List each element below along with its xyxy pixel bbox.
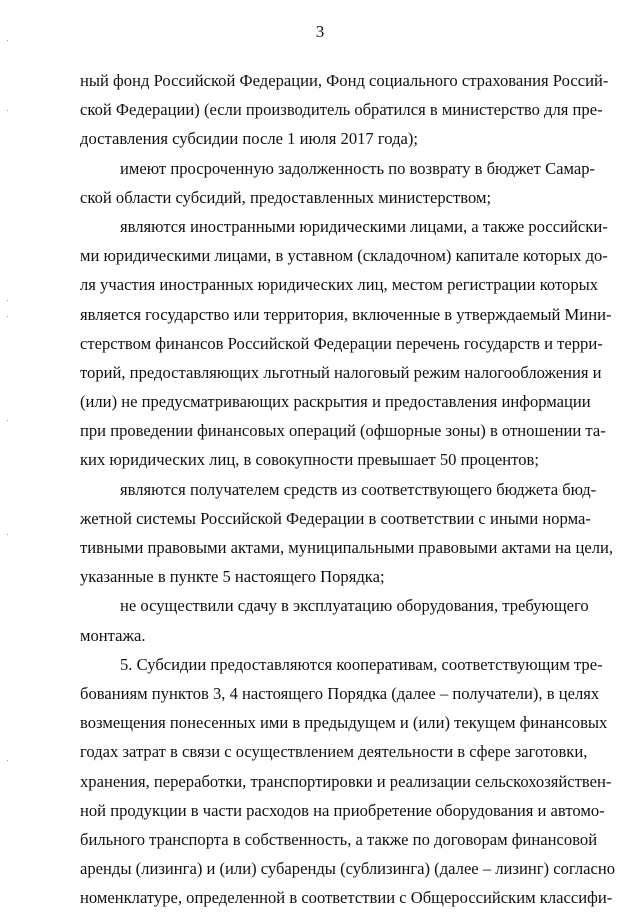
text-line: ной продукции в части расходов на приобретение оборудования и автомо-: [80, 800, 605, 820]
text-line: бильного транспорта в собственность, а также по договорам финансовой: [80, 829, 598, 849]
text-line: аренды (лизинга) и (или) субаренды (сублизинга) (далее – лизинг) согласно: [80, 859, 616, 879]
text-line: не осуществили сдачу в эксплуатацию оборудования, требующего: [120, 596, 589, 616]
text-line: хранения, переработки, транспортировки и реализации сельскохозяйствен-: [80, 771, 612, 791]
text-line: годах затрат в связи с осуществлением деятельности в сфере заготовки,: [80, 742, 588, 762]
paragraph: [80, 650, 616, 912]
paragraph: [80, 475, 614, 592]
text-line: бованиям пунктов 3, 4 настоящего Порядка (далее – получатели), в целях: [80, 683, 600, 703]
text-line: является государство или территория, включенные в утверждаемый Мини-: [80, 304, 612, 324]
document-body: [80, 66, 616, 912]
text-line: доставления субсидии после 1 июля 2017 года);: [80, 129, 419, 149]
text-line: ской Федерации) (если производитель обратился в министерство для пре-: [80, 100, 603, 120]
margin-scan-marks: [4, 0, 14, 905]
text-line: возмещения понесенных ими в предыдущем и (или) текущем финансовых: [80, 713, 608, 733]
text-line: (или) не предусматривающих раскрытия и предоставления информации: [80, 392, 591, 412]
text-line: являются иностранными юридическими лицами, а также российски-: [120, 216, 608, 236]
text-line: жетной системы Российской Федерации в соответствии с иными норма-: [80, 508, 591, 528]
text-line: 5. Субсидии предоставляются кооперативам, соответствующим тре-: [120, 654, 603, 674]
paragraph: [80, 154, 596, 212]
text-line: имеют просроченную задолженность по возврату в бюджет Самар-: [120, 158, 596, 178]
text-line: при проведении финансовых операций (офшорные зоны) в отношении та-: [80, 421, 606, 441]
text-line: тивными правовыми актами, муниципальными правовыми актами на цели,: [80, 538, 614, 557]
text-line: монтажа.: [80, 625, 146, 645]
text-line: ми юридическими лицами, в уставном (складочном) капитале которых до-: [80, 246, 608, 266]
text-line: ской области субсидий, предоставленных министерством;: [80, 187, 492, 207]
text-line: ких юридических лиц, в совокупности превышает 50 процентов;: [80, 450, 539, 470]
paragraph: [80, 212, 612, 475]
text-line: ля участия иностранных юридических лиц, местом регистрации которых: [80, 275, 599, 295]
text-line: стерством финансов Российской Федерации перечень государств и терри-: [80, 333, 603, 353]
paragraph: [80, 66, 609, 154]
text-line: ный фонд Российской Федерации, Фонд социального страхования Россий-: [80, 71, 609, 90]
page-number: 3: [315, 22, 325, 41]
text-line: являются получателем средств из соответствующего бюджета бюд-: [120, 479, 597, 499]
text-line: указанные в пункте 5 настоящего Порядка;: [80, 567, 385, 587]
text-line: торий, предоставляющих льготный налоговый режим налогообложения и: [80, 362, 602, 382]
text-line: номенклатуре, определенной в соответствии с Общероссийским классифи-: [80, 888, 613, 908]
paragraph: [80, 591, 589, 649]
